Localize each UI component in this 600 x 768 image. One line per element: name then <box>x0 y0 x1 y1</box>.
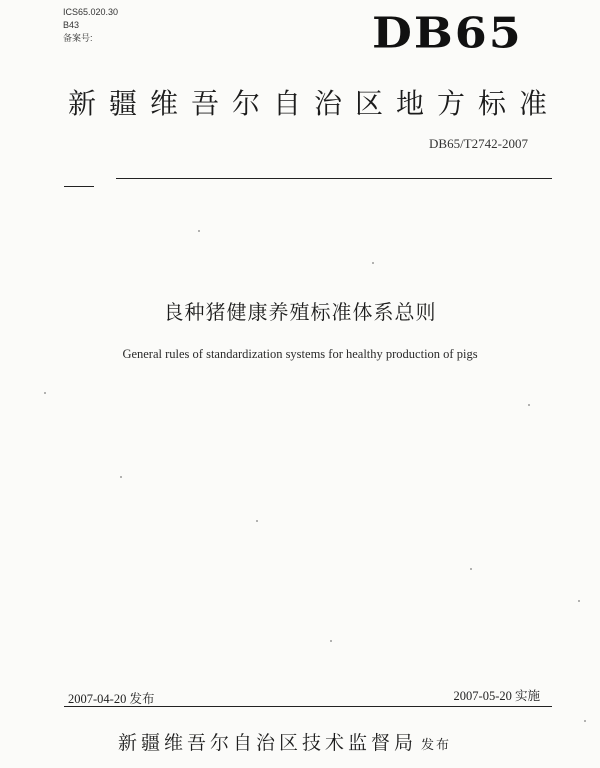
scan-speck <box>584 720 586 722</box>
footer-rule <box>64 706 552 707</box>
filing-number-label: 备案号: <box>63 33 93 43</box>
scan-speck <box>256 520 258 522</box>
document-title-en: General rules of standardization systems for healthy production of pigs <box>122 347 478 361</box>
header-rule <box>116 178 552 179</box>
scan-speck <box>528 404 530 406</box>
db65-logo: DB65 <box>372 8 523 58</box>
scan-speck <box>198 230 200 232</box>
scan-speck <box>578 600 580 602</box>
header-rule-short <box>64 186 94 187</box>
ccs-code: B43 <box>63 20 80 30</box>
scan-speck <box>470 568 472 570</box>
issue-date: 2007-04-20 发布 <box>68 692 155 706</box>
issuer-title: 新疆维吾尔自治区地方标准 <box>68 87 561 120</box>
classification-codes <box>63 6 118 45</box>
publisher-suffix: 发布 <box>421 738 452 753</box>
publisher-line <box>118 728 451 755</box>
scan-speck <box>120 476 122 478</box>
implementation-date: 2007-05-20 实施 <box>453 689 540 703</box>
scan-speck <box>372 262 374 264</box>
ics-code: ICS65.020.30 <box>63 7 119 17</box>
scan-speck <box>44 392 46 394</box>
standard-number: DB65/T2742-2007 <box>429 136 528 151</box>
document-title-zh: 良种猪健康养殖标准体系总则 <box>163 300 437 324</box>
scan-speck <box>330 640 332 642</box>
publisher-name: 新疆维吾尔自治区技术监督局 <box>118 732 418 754</box>
